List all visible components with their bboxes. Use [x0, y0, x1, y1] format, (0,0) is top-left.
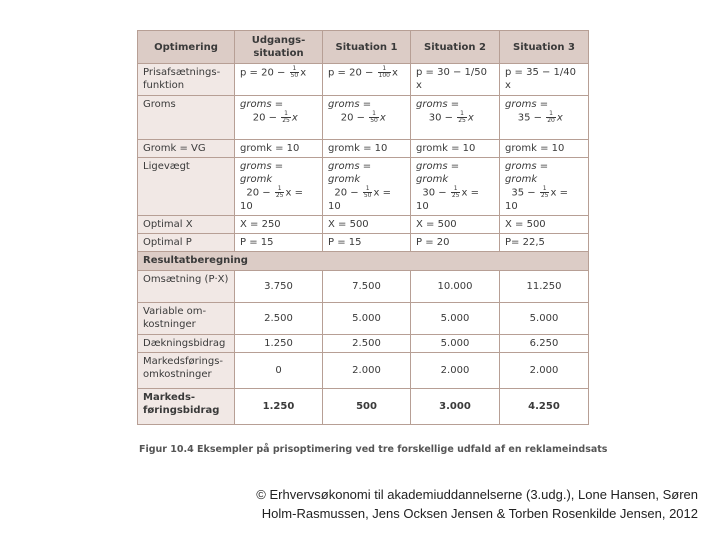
cell: 1.250 — [235, 334, 323, 352]
row-optimal-p — [138, 233, 589, 251]
row-gromk — [138, 140, 589, 158]
row-label: Gromk = VG — [138, 140, 235, 158]
cell: 2.000 — [323, 352, 411, 388]
cell: P = 15 — [323, 233, 411, 251]
row-label: Optimal P — [138, 233, 235, 251]
row-ligevaegt — [138, 158, 589, 216]
row-variable-omkostninger — [138, 302, 589, 334]
formula-cell: p = 30 − 1/50 x — [411, 64, 500, 96]
figure-caption: Figur 10.4 Eksempler på prisoptimering ved tre forskellige udfald af en reklameindsats — [139, 444, 608, 455]
cell: 0 — [235, 352, 323, 388]
formula-cell: groms = gromk 30 − $\frac{1}{25}$ x = 10 — [411, 158, 500, 216]
cell: X = 500 — [323, 215, 411, 233]
cell: 2.500 — [235, 302, 323, 334]
formula-cell: groms = 20 − $\frac{1}{50}$ x — [323, 96, 411, 140]
row-omsaetning — [138, 270, 589, 302]
cell: gromk = 10 — [323, 140, 411, 158]
row-daekningsbidrag — [138, 334, 589, 352]
section-row — [138, 251, 589, 270]
row-label: Markedsførings-omkostninger — [138, 352, 235, 388]
cell: X = 250 — [235, 215, 323, 233]
cell: 2.000 — [500, 352, 589, 388]
cell: 5.000 — [411, 334, 500, 352]
formula-cell: p = 20 − $\frac{1}{100}$ x — [323, 64, 411, 96]
cell: P = 15 — [235, 233, 323, 251]
cell: 3.750 — [235, 270, 323, 302]
cell: 7.500 — [323, 270, 411, 302]
row-label: Omsætning (P·X) — [138, 270, 235, 302]
copyright-credit — [256, 485, 698, 523]
row-label: Markeds-føringsbidrag — [138, 388, 235, 424]
formula-cell: groms = gromk 35 − $\frac{1}{25}$ x = 10 — [500, 158, 589, 216]
formula-cell: groms = 30 − $\frac{1}{25}$ x — [411, 96, 500, 140]
cell: 2.500 — [323, 334, 411, 352]
cell: 2.000 — [411, 352, 500, 388]
formula-cell: groms = 20 − $\frac{1}{25}$ x — [235, 96, 323, 140]
header-optimering: Optimering — [138, 31, 235, 64]
cell: 5.000 — [411, 302, 500, 334]
row-optimal-x — [138, 215, 589, 233]
cell: 6.250 — [500, 334, 589, 352]
row-prisafsaetningsfunktion — [138, 64, 589, 96]
header-situation-1: Situation 1 — [323, 31, 411, 64]
formula-cell: p = 35 − 1/40 x — [500, 64, 589, 96]
header-udgangssituation: Udgangs-situation — [235, 31, 323, 64]
cell: 11.250 — [500, 270, 589, 302]
cell: 4.250 — [500, 388, 589, 424]
row-groms — [138, 96, 589, 140]
formula-cell: groms = gromk 20 − $\frac{1}{50}$ x = 10 — [323, 158, 411, 216]
header-row — [138, 31, 589, 64]
cell: P= 22,5 — [500, 233, 589, 251]
cell: X = 500 — [411, 215, 500, 233]
cell: 500 — [323, 388, 411, 424]
price-optimization-table — [137, 30, 589, 425]
cell: 3.000 — [411, 388, 500, 424]
cell: 10.000 — [411, 270, 500, 302]
cell: 5.000 — [500, 302, 589, 334]
credit-line-2: Holm-Rasmussen, Jens Ocksen Jensen & Torben Rosenkilde Jensen, 2012 — [261, 506, 698, 521]
section-title: Resultatberegning — [138, 251, 589, 270]
formula-cell: groms = 35 − $\frac{1}{20}$ x — [500, 96, 589, 140]
cell: gromk = 10 — [500, 140, 589, 158]
cell: 1.250 — [235, 388, 323, 424]
formula-cell: p = 20 − $\frac{1}{50}$ x — [235, 64, 323, 96]
row-label: Optimal X — [138, 215, 235, 233]
formula-cell: groms = gromk 20 − $\frac{1}{25}$ x = 10 — [235, 158, 323, 216]
header-situation-2: Situation 2 — [411, 31, 500, 64]
cell: X = 500 — [500, 215, 589, 233]
row-label: Dækningsbidrag — [138, 334, 235, 352]
row-label: Ligevægt — [138, 158, 235, 216]
row-markedsfoeringsomkostninger — [138, 352, 589, 388]
cell: gromk = 10 — [235, 140, 323, 158]
cell: gromk = 10 — [411, 140, 500, 158]
row-label: Groms — [138, 96, 235, 140]
cell: 5.000 — [323, 302, 411, 334]
cell: P = 20 — [411, 233, 500, 251]
row-label: Prisafsætnings-funktion — [138, 64, 235, 96]
header-situation-3: Situation 3 — [500, 31, 589, 64]
row-label: Variable om-kostninger — [138, 302, 235, 334]
row-markedsfoeringsbidrag — [138, 388, 589, 424]
credit-line-1: © Erhvervsøkonomi til akademiuddannelserne (3.udg.), Lone Hansen, Søren — [256, 487, 698, 502]
